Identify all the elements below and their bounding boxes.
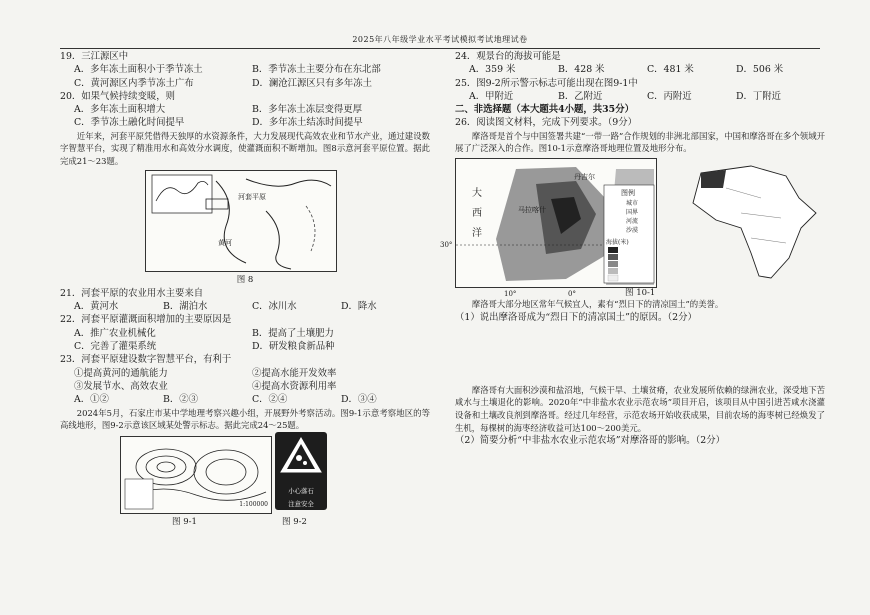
question-19-options-2	[60, 77, 430, 90]
question-25-options	[455, 90, 825, 103]
option-c: C．481 米	[647, 64, 694, 76]
option-b: B．季节冻土主要分布在东北部	[252, 64, 381, 76]
question-25: 25．图9-2所示警示标志可能出现在图9-1中	[455, 77, 638, 89]
figure-9-2-warning-sign	[275, 432, 327, 510]
hetao-map-svg	[146, 171, 336, 271]
question-26: 26．阅读图文材料，完成下列要求。（9分）	[455, 117, 637, 129]
figure-8-map	[145, 170, 337, 272]
label-ocean-2: 西	[472, 207, 482, 219]
option-a: A．推广农业机械化	[74, 327, 156, 339]
option-c: C．黄河源区内季节冻土广布	[74, 77, 194, 89]
passage-hetao: 近年来，河套平原凭借得天独厚的水资源条件，大力发展现代高效农业和节水产业，通过建设数字智慧平台，实现了精准用水和高效分水调度，使灌溉面积不断增加。图8示意河套平原位置。据此完成21～23题。	[60, 130, 430, 166]
option-b: B．多年冻土冻层变得更厚	[252, 104, 363, 116]
passage-shijiazhuang: 2024年5月，石家庄市某中学地理考察兴趣小组，开展野外考察活动。图9-1示意考察地区的等高线地形，图9-2示意该区域某处警示标志。据此完成24～25题。	[60, 407, 430, 431]
figure-10-1-caption: 图 10-1	[625, 287, 656, 298]
option-c: C．完善了灌渠系统	[74, 341, 157, 353]
rockfall-sign-icon	[275, 432, 327, 480]
option-d: D．降水	[341, 301, 377, 313]
question-20-options	[60, 103, 430, 116]
option-a: A．多年冻土面积小于季节冻土	[74, 64, 203, 76]
option-b: B．提高了土壤肥力	[252, 327, 334, 339]
question-26-1: （1）说出摩洛哥成为“烈日下的清凉国土”的原因。（2分）	[455, 311, 697, 323]
option-a: A．多年冻土面积增大	[74, 104, 166, 116]
label-latitude: 30°	[440, 240, 453, 249]
option-d: D．研发粮食新品种	[252, 341, 335, 353]
label-longitude-2: 0°	[568, 289, 576, 298]
passage-morocco: 摩洛哥是首个与中国签署共建“一带一路”合作规划的非洲北部国家，中国和摩洛哥在多个领域开展了广泛深入的合作。图10-1示意摩洛哥地理位置及地形分布。	[455, 130, 825, 154]
item-3: ③发展节水、高效农业	[74, 380, 168, 392]
question-23: 23．河套平原建设数字智慧平台，有利于	[60, 354, 232, 366]
item-4: ④提高水资源利用率	[252, 380, 337, 392]
label-city-marrakech: 马拉喀什	[518, 205, 546, 214]
question-22: 22．河套平原灌溉面积增加的主要原因是	[60, 314, 232, 326]
exam-header: 2025年八年级学业水平考试模拟考试地理试卷	[60, 34, 820, 49]
africa-outline-svg	[671, 158, 821, 286]
option-d: D．多年冻土结冻时间提早	[252, 117, 363, 129]
option-b: B．428 米	[558, 64, 605, 76]
question-23-items-2	[60, 380, 430, 393]
option-b: B．②③	[163, 394, 199, 406]
left-column	[60, 50, 430, 528]
option-d: D．丁附近	[736, 90, 782, 102]
option-a: A．黄河水	[74, 301, 119, 313]
item-2: ②提高水能开发效率	[252, 367, 337, 379]
figure-10-group	[440, 158, 825, 298]
question-19-options	[60, 63, 430, 76]
option-c: C．②④	[252, 394, 288, 406]
sign-text-1: 小心落石	[288, 487, 314, 496]
question-26-2: （2）简要分析“中非盐水农业示范农场”对摩洛哥的影响。（2分）	[455, 435, 725, 447]
item-1: ①提高黄河的通航能力	[74, 367, 168, 379]
question-22-options	[60, 327, 430, 340]
option-b: B．湖泊水	[163, 301, 208, 313]
question-22-options-2	[60, 340, 430, 353]
figure-9-group	[60, 432, 430, 528]
figure-9-1-caption: 图 9-1	[172, 516, 197, 527]
figure-9-1-contour-map	[120, 436, 272, 514]
option-b: B．乙附近	[558, 90, 603, 102]
option-c: C．丙附近	[647, 90, 692, 102]
legend-item-desert: 沙漠	[626, 226, 639, 234]
question-23-items	[60, 367, 430, 380]
passage-morocco-climate: 摩洛哥大部分地区常年气候宜人，素有“烈日下的清凉国土”的美誉。	[471, 298, 724, 309]
sign-text-2: 注意安全	[288, 500, 314, 509]
elevation-legend-title: 海拔(米)	[606, 238, 629, 246]
legend-title: 图例	[621, 188, 635, 197]
africa-locator-map	[671, 158, 821, 286]
legend-item-city: 城市	[626, 199, 639, 207]
answer-space-1	[455, 324, 825, 384]
passage-saline-farm: 摩洛哥有大面积沙漠和盐沼地，气候干旱、土壤贫瘠，农业发展所依赖的绿洲农业，深受地下苦咸水与土壤退化的影响。2020年“中非盐水农业示范农场”项目开启，该项目从中国引进苦咸水浇灌设备和土壤改良剂到摩洛哥。经过几年经营，示范农场开始收获成果，目前农场的海枣树已经焕发了生机，每棵树的海枣经济收益可达100～200美元。	[455, 384, 825, 433]
label-ocean-3: 洋	[472, 227, 482, 239]
question-21: 21．河套平原的农业用水主要来自	[60, 287, 204, 299]
right-column	[440, 50, 825, 448]
question-24-options	[455, 63, 825, 76]
question-19: 19．三江源区中	[60, 51, 129, 62]
option-a: A．①②	[74, 394, 109, 406]
option-d: D．506 米	[736, 64, 784, 76]
option-a: A．甲附近	[469, 90, 514, 102]
option-a: A．359 米	[469, 64, 516, 76]
question-23-options	[60, 393, 430, 406]
label-yellow-river: 黄河	[218, 238, 232, 247]
question-21-options	[60, 300, 430, 313]
label-city-tangier: 丹吉尔	[574, 172, 595, 181]
question-20-options-2	[60, 116, 430, 129]
question-24: 24．观景台的海拔可能是	[455, 51, 561, 62]
question-20: 20．如果气候持续变暖，则	[60, 90, 176, 102]
label-hetao-plain: 河套平原	[238, 192, 266, 201]
option-c: C．季节冻土融化时间提早	[74, 117, 185, 129]
legend-item-river: 河流	[626, 217, 639, 225]
figure-9-2-caption: 图 9-2	[282, 516, 307, 527]
option-c: C．冰川水	[252, 301, 297, 313]
section-title: 二、非选择题（本大题共4小题，共35分）	[455, 104, 634, 116]
option-d: D．③④	[341, 394, 377, 406]
figure-8-caption: 图 8	[236, 274, 254, 285]
legend-item-border: 国界	[626, 208, 639, 216]
label-longitude-1: 10°	[504, 289, 517, 298]
scale-label: 1:100000	[239, 501, 268, 509]
option-d: D．澜沧江源区只有多年冻土	[252, 77, 373, 89]
label-ocean-1: 大	[472, 187, 482, 199]
